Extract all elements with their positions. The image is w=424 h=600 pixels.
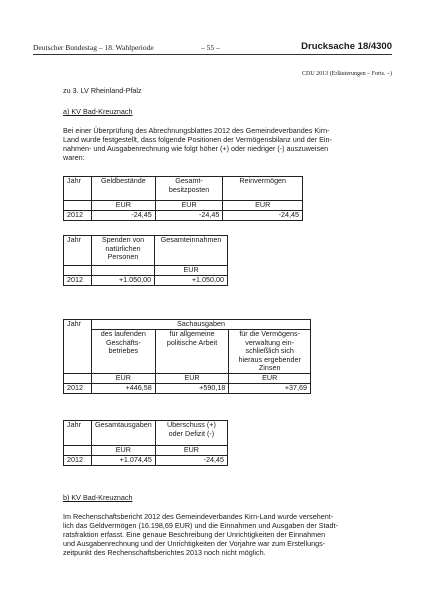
unit-cell-empty (91, 266, 154, 276)
value-reinvermoegen: -24,45 (223, 211, 303, 221)
unit-cell-empty (64, 446, 92, 456)
unit-cell: EUR (155, 446, 227, 456)
value-geldbestaende: -24,45 (91, 211, 155, 221)
row-year: 2012 (64, 384, 92, 394)
table-vermoegensbilanz (63, 176, 303, 221)
row-year: 2012 (64, 456, 92, 466)
subsection-b-title: b) KV Bad-Kreuznach (63, 493, 133, 502)
col-header-jahr: Jahr (64, 421, 92, 446)
section-title: zu 3. LV Rheinland-Pfalz (63, 86, 142, 95)
unit-cell: EUR (229, 374, 311, 384)
unit-cell: EUR (155, 374, 229, 384)
header-page-number: – 55 – (201, 43, 220, 52)
col-header-geldbestaende: Geldbestände (91, 177, 155, 201)
header-document-number: Drucksache 18/4300 (301, 41, 392, 52)
col-header-reinvermoegen: Reinvermögen (223, 177, 303, 201)
value-vermoegensverwaltung: +37,69 (229, 384, 311, 394)
unit-cell: EUR (155, 266, 228, 276)
header-publisher: Deutscher Bundestag – 18. Wahlperiode (33, 43, 154, 52)
col-header-jahr: Jahr (64, 177, 92, 201)
col-header-gesamteinnahmen: Gesamteinnahmen (155, 236, 228, 266)
value-ueberschuss-defizit: -24,45 (155, 456, 227, 466)
subheader: CDU 2013 (Erläuterungen – Forts. –) (302, 71, 392, 77)
value-laufender-geschaeftsbetrieb: +446,58 (91, 384, 155, 394)
unit-cell-empty (64, 201, 92, 211)
row-year: 2012 (64, 276, 92, 286)
paragraph-2-line-3: ratsfraktion erfasst. Eine genaue Beschreibung der Unrichtigkeiten der Einnahmen (63, 530, 326, 539)
unit-cell: EUR (91, 201, 155, 211)
paragraph-2-line-2: lich das Geldvermögen (16.198,69 EUR) und die Einnahmen und Ausgaben der Stadt- (63, 521, 338, 530)
row-year: 2012 (64, 211, 92, 221)
paragraph-1-line-1: Bei einer Überprüfung des Abrechnungsblattes 2012 des Gemeindeverbandes Kirn- (63, 126, 330, 135)
value-gesamtausgaben: +1.074,45 (91, 456, 155, 466)
unit-cell-empty (64, 266, 92, 276)
paragraph-1-line-2: Land wurde festgestellt, dass folgende Positionen der Vermögensbilanz und der Ein- (63, 135, 332, 144)
table-row (64, 456, 228, 466)
table-sachausgaben (63, 319, 311, 394)
table-row (64, 384, 311, 394)
value-politische-arbeit: +590,18 (155, 384, 229, 394)
paragraph-2-line-4: und Ausgabenrechnung und der Unrichtigkeiten der Vorjahre war zum Erstellungs- (63, 539, 326, 548)
col-header-ueberschuss-defizit: Überschuss (+) oder Defizit (-) (155, 421, 227, 446)
unit-cell-empty (64, 374, 92, 384)
unit-cell: EUR (91, 446, 155, 456)
unit-cell: EUR (91, 374, 155, 384)
table-row (64, 276, 228, 286)
col-header-sachausgaben: Sachausgaben (91, 320, 310, 330)
col-header-gesamtausgaben: Gesamtausgaben (91, 421, 155, 446)
col-header-spenden: Spenden von natürlichen Personen (91, 236, 154, 266)
paragraph-1-line-4: waren: (63, 153, 85, 162)
table-ergebnis (63, 420, 228, 466)
col-header-jahr: Jahr (64, 320, 92, 330)
col-header-gesamtbesitzposten: Gesamt- besitzposten (155, 177, 223, 201)
page-header (33, 42, 392, 55)
value-gesamteinnahmen: +1.050,00 (155, 276, 228, 286)
table-row (64, 211, 303, 221)
col-header-jahr: Jahr (64, 236, 92, 266)
value-gesamtbesitzposten: -24,45 (155, 211, 223, 221)
paragraph-2-line-5: zeitpunkt des Rechenschaftsberichtes 2013 noch nicht möglich. (63, 548, 266, 557)
subsection-a-title: a) KV Bad-Kreuznach (63, 107, 133, 116)
header-spacer (64, 330, 92, 374)
paragraph-2-line-1: Im Rechenschaftsbericht 2012 des Gemeindeverbandes Kirn-Land wurde versehent- (63, 512, 334, 521)
col-header-laufender-geschaeftsbetrieb: des laufenden Geschäfts- betriebes (91, 330, 155, 374)
unit-cell: EUR (155, 201, 223, 211)
paragraph-1-line-3: nahmen- und Ausgabenrechnung wie folgt höher (+) oder niedriger (-) auszuweisen (63, 144, 329, 153)
unit-cell: EUR (223, 201, 303, 211)
value-spenden: +1.050,00 (91, 276, 154, 286)
col-header-vermoegensverwaltung: für die Vermögens- verwaltung ein- schließlich sich hieraus ergebender Zinsen (229, 330, 311, 374)
col-header-politische-arbeit: für allgemeine politische Arbeit (155, 330, 229, 374)
table-einnahmen (63, 235, 228, 286)
